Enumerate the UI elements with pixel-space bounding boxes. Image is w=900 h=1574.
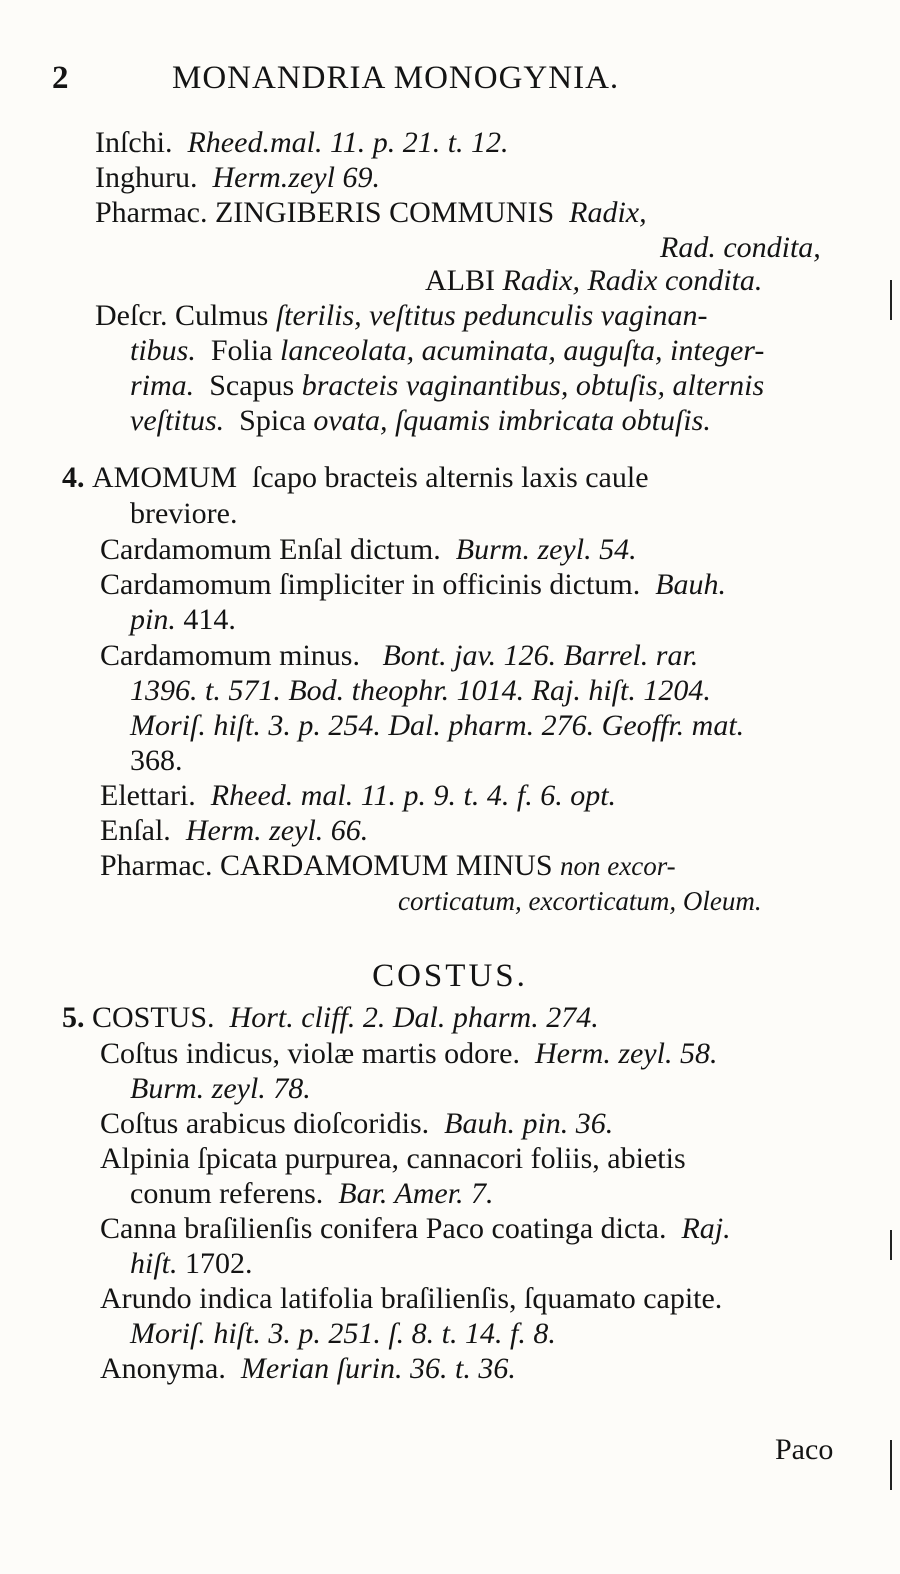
synonym-line: Inghuru. Herm.zeyl 69. [95, 161, 380, 194]
synonym-line: Coſtus arabicus dioſcoridis. Bauh. pin. 36. [100, 1107, 614, 1140]
synonym-continuation: Burm. zeyl. 78. [130, 1072, 311, 1105]
species-heading: 4. AMOMUM ſcapo bracteis alternis laxis caule [62, 461, 649, 494]
pharmac-line: Pharmac. ZINGIBERIS COMMUNIS Radix, [95, 196, 647, 229]
synonym-continuation: pin. 414. [130, 603, 236, 636]
synonym-line: Alpinia ſpicata purpurea, cannacori foliis, abietis [100, 1142, 686, 1175]
pharmac-continuation: ALBI Radix, Radix condita. [425, 264, 763, 297]
species-heading: 5. COSTUS. Hort. cliff. 2. Dal. pharm. 274. [62, 1001, 599, 1034]
pharmac-continuation: corticatum, excorticatum, Oleum. [398, 886, 762, 916]
synonym-line: Inſchi. Rheed.mal. 11. p. 21. t. 12. [95, 126, 509, 159]
synonym-line: Canna braſilienſis conifera Paco coatinga dicta. Raj. [100, 1212, 731, 1245]
synonym-line: Cardamomum Enſal dictum. Burm. zeyl. 54. [100, 533, 637, 566]
synonym-line: Arundo indica latifolia braſilienſis, ſquamato capite. [100, 1282, 723, 1315]
synonym-continuation: Moriſ. hiſt. 3. p. 254. Dal. pharm. 276. Geoffr. mat. [130, 709, 745, 742]
synonym-line: Coſtus indicus, violæ martis odore. Herm. zeyl. 58. [100, 1037, 718, 1070]
synonym-continuation: hiſt. 1702. [130, 1247, 253, 1280]
synonym-line: Anonyma. Merian ſurin. 36. t. 36. [100, 1352, 516, 1385]
description-line: rima. Scapus bracteis vaginantibus, obtuſis, alternis [130, 369, 765, 402]
description-line: Deſcr. Culmus ſterilis, veſtitus pedunculis vaginan- [95, 299, 708, 332]
synonym-line: Cardamomum ſimpliciter in officinis dictum. Bauh. [100, 568, 727, 601]
page-edge-mark [890, 1440, 892, 1490]
page-number: 2 [52, 60, 70, 96]
synonym-continuation: conum referens. Bar. Amer. 7. [130, 1177, 494, 1210]
catchword: Paco [775, 1433, 834, 1466]
genus-section-title: COSTUS. [372, 958, 528, 994]
pharmac-line: Pharmac. CARDAMOMUM MINUS non excor- [100, 849, 676, 882]
description-line: veſtitus. Spica ovata, ſquamis imbricata obtuſis. [130, 404, 711, 437]
page-edge-mark [890, 1230, 892, 1260]
synonym-continuation: 1396. t. 571. Bod. theophr. 1014. Raj. hiſt. 1204. [130, 674, 711, 707]
synonym-continuation: 368. [130, 744, 183, 777]
synonym-line: Elettari. Rheed. mal. 11. p. 9. t. 4. f. 6. opt. [100, 779, 617, 812]
page-edge-mark [890, 280, 892, 320]
synonym-line: Cardamomum minus. Bont. jav. 126. Barrel. rar. [100, 639, 699, 672]
pharmac-continuation: Rad. condita, [660, 231, 821, 264]
synonym-line: Enſal. Herm. zeyl. 66. [100, 814, 369, 847]
species-heading-continuation: breviore. [130, 497, 238, 530]
synonym-continuation: Moriſ. hiſt. 3. p. 251. ſ. 8. t. 14. f. 8. [130, 1317, 556, 1350]
page-title: MONANDRIA MONOGYNIA. [172, 60, 620, 96]
description-line: tibus. Folia lanceolata, acuminata, auguſta, integer- [130, 334, 765, 367]
